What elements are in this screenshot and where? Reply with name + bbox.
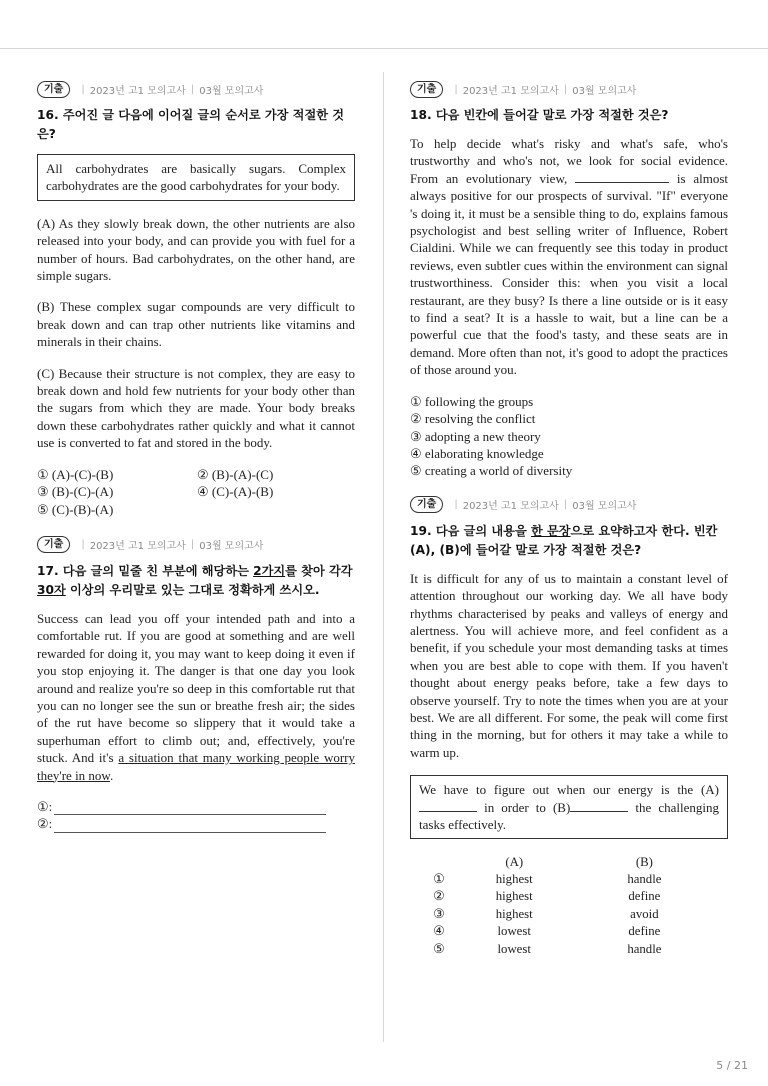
exam-month: 03월 모의고사 [199,541,264,553]
option-5[interactable]: ⑤ creating a world of diversity [410,463,573,479]
option-2[interactable]: ② (B)-(A)-(C) [197,466,274,482]
option-4[interactable]: ④ elaborating knowledge [410,445,544,461]
question-meta: 기출 | 2023년 고1 모의고사 | 03월 모의고사 [37,80,355,98]
question-18 [410,80,728,480]
choice-row[interactable]: ② highest define [433,889,661,904]
answer-line-2[interactable]: ②: [37,815,355,832]
choice-row[interactable]: ③ highest avoid [433,906,659,921]
passage: To help decide what's risky and what's safe, who's trustworthy and who's not, we look for social evidence. From an evolutionary view, is almost always positive for our prospects of survival. "If" everyone 's doing it, it must be a sensible thing to do, explains famous psychologist and best selling writer of Influence, Robert Cialdini. While we can frequently see this today in product reviews, even subtler cues within the environment can signal trustworthiness. Consider this: when you visit a local restaurant, are they busy? Is there a line outside or is it easy to find a seat? It is a hassle to wait, but a line can be a powerful cue that the food's tasty, and these seats are in demand. More often than not, it's good to adopt the practices of those around you. [410,136,728,378]
question-19 [410,496,728,958]
paragraph-a: (A) As they slowly break down, the other nutrients are also released into your body, and can provide you with fuel for a number of hours. Bad carbohydrates, on the other hand, are simple sugars. [37,215,355,284]
exam-year: 2023년 고1 모의고사 [89,85,186,97]
option-1[interactable]: ① (A)-(C)-(B) [37,466,114,482]
choice-row[interactable]: ① highest handle [433,871,662,886]
header-rule [0,48,768,49]
exam-year: 2023년 고1 모의고사 [462,501,559,513]
answer-options [37,466,355,518]
answer-options [410,393,728,480]
right-column [410,80,728,958]
question-meta: 기출 | 2023년 고1 모의고사 | 03월 모의고사 [410,80,728,98]
exam-year: 2023년 고1 모의고사 [89,541,186,553]
paragraph-c: (C) Because their structure is not complex, they are easy to break down and hold few nutrients for your body other than the sugars from which they are made. Your body breaks down these carbohydrates rather quickly and what it cannot use is converted to fat and stored in the body. [37,365,355,451]
option-3[interactable]: ③ (B)-(C)-(A) [37,484,114,500]
column-a-header: (A) [505,854,524,869]
past-exam-badge: 기출 [37,81,70,98]
question-meta: 기출 | 2023년 고1 모의고사 | 03월 모의고사 [410,496,728,514]
exam-month: 03월 모의고사 [572,85,637,97]
paragraph-b: (B) These complex sugar compounds are very difficult to break down and can trap other nutrients like vitamins and minerals in their chains. [37,299,355,350]
exam-year: 2023년 고1 모의고사 [462,85,559,97]
option-4[interactable]: ④ (C)-(A)-(B) [197,484,274,500]
page-number: 5 / 21 [716,1059,748,1072]
question-title: 18. 다음 빈칸에 들어갈 말로 가장 적절한 것은? [410,108,669,122]
column-divider [383,72,384,1042]
passage: It is difficult for any of us to maintain a constant level of attention throughout our working day. We all have body rhythms characterised by peaks and valleys of energy and alertness. You will achieve more, and feel confident as a benefit, if you schedule your most demanding tasks at times when you are best able to cope with them. If you haven't thought about energy peaks before, take a few days to observe yourself. Try to note the times when you are at your best. We are all different. For some, the peak will come first thing in the morning, but for others it may take a while to warm up. [410,570,728,760]
exam-month: 03월 모의고사 [572,501,637,513]
choices-table [410,853,728,957]
question-17 [37,536,355,833]
option-5[interactable]: ⑤ (C)-(B)-(A) [37,501,114,517]
column-b-header: (B) [635,854,653,869]
question-meta: 기출 | 2023년 고1 모의고사 | 03월 모의고사 [37,536,355,554]
left-column [37,80,355,833]
option-2[interactable]: ② resolving the conflict [410,411,536,427]
summary-box: We have to figure out when our energy is the (A) in order to (B) the challenging tasks effectively. [410,775,728,839]
past-exam-badge: 기출 [410,496,443,513]
blank [575,170,669,183]
past-exam-badge: 기출 [410,81,443,98]
choice-row[interactable]: ④ lowest define [433,924,661,939]
past-exam-badge: 기출 [37,536,70,553]
passage: Success can lead you off your intended path and into a comfortable rut. If you are good at something and are well rewarded for doing it, you may want to keep doing it even if you stop enjoying it. The danger is that one day you look around and realize you're so deep in this comfortable rut that you can no longer see the sun or breathe fresh air; the sides of the rut have become so slippery that it would take a superhuman effort to climb out; and, effectively, you're stuck. And it's a situation that many working people worry they're in now. [37,610,355,783]
underlined-phrase: a situation that many working people worry they're in now [37,750,355,783]
exam-month: 03월 모의고사 [199,85,264,97]
question-title: 16. 주어진 글 다음에 이어질 글의 순서로 가장 적절한 것은? [37,108,345,141]
question-title: 19. 다음 글의 내용을 한 문장으로 요약하고자 한다. 빈칸 (A), (B)에 들어갈 말로 가장 적절한 것은? [410,523,718,557]
option-3[interactable]: ③ adopting a new theory [410,428,541,444]
choice-row[interactable]: ⑤ lowest handle [433,941,662,956]
question-title: 17. 다음 글의 밑줄 친 부분에 해당하는 2가지를 찾아 각각 30자 이상의 우리말로 있는 그대로 정확하게 쓰시오. [37,563,353,597]
given-text-box: All carbohydrates are basically sugars. Complex carbohydrates are the good carbohydrates for your body. [37,154,355,201]
option-1[interactable]: ① following the groups [410,393,534,409]
question-16 [37,80,355,518]
answer-line-1[interactable]: ①: [37,798,355,815]
